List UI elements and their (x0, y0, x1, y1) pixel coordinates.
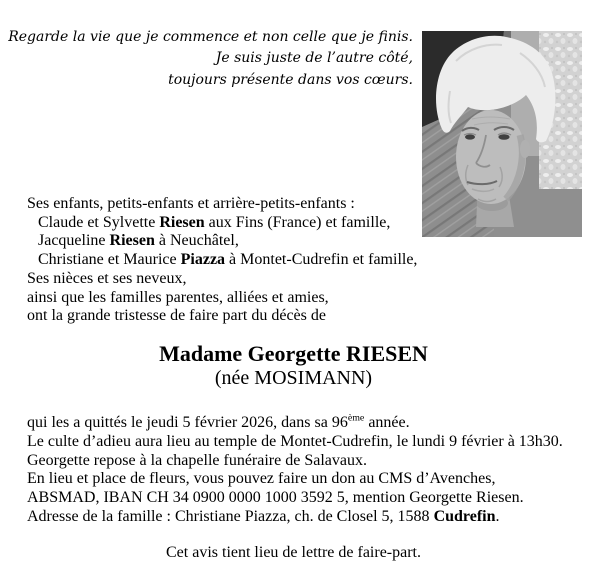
memorial-quote (8, 27, 413, 91)
text-line: ABSMAD, IBAN CH 34 0900 0000 1000 3592 5, mention Georgette Riesen. (27, 489, 524, 507)
text-line: Regarde la vie que je commence et non celle que je finis. (8, 29, 413, 45)
text-line: Je suis juste de l’autre côté, (215, 50, 413, 67)
text-line: Claude et Sylvette Riesen aux Fins (France) et famille, (38, 213, 391, 231)
maiden-name: (née MOSIMANN) (214, 367, 373, 389)
family-announcement-text (27, 195, 417, 326)
text-line: Jacqueline Riesen à Neuchâtel, (38, 232, 239, 250)
text-line: ont la grande tristesse de faire part du décès de (27, 307, 326, 325)
portrait-photo-drawing (422, 31, 582, 237)
text-line: Adresse de la famille : Christiane Piazza, ch. de Closel 5, 1588 Cudrefin. (27, 507, 500, 525)
text-line: Christiane et Maurice Piazza à Montet-Cudrefin et famille, (38, 251, 418, 269)
text-line: qui les a quittés le jeudi 5 février 2026, dans sa 96ème année. (27, 412, 410, 431)
text-line: Georgette repose à la chapelle funéraire de Salavaux. (27, 451, 367, 469)
closing-line: Cet avis tient lieu de lettre de faire-part. (166, 544, 421, 561)
text-line: Le culte d’adieu aura lieu au temple de Montet-Cudrefin, le lundi 9 février à 13h30. (27, 432, 563, 450)
text-line: En lieu et place de fleurs, vous pouvez faire un don au CMS d’Avenches, (27, 470, 496, 488)
text-line: ainsi que les familles parentes, alliées et amies, (27, 288, 329, 306)
text-line: Ses nièces et ses neveux, (27, 269, 187, 287)
deceased-name-block (27, 342, 560, 390)
deceased-name: Madame Georgette RIESEN (159, 341, 428, 366)
text-line: toujours présente dans vos cœurs. (168, 71, 413, 88)
funeral-details-text (27, 414, 563, 527)
text-line: Ses enfants, petits-enfants et arrière-petits-enfants : (27, 195, 355, 212)
portrait-photo (422, 31, 582, 237)
